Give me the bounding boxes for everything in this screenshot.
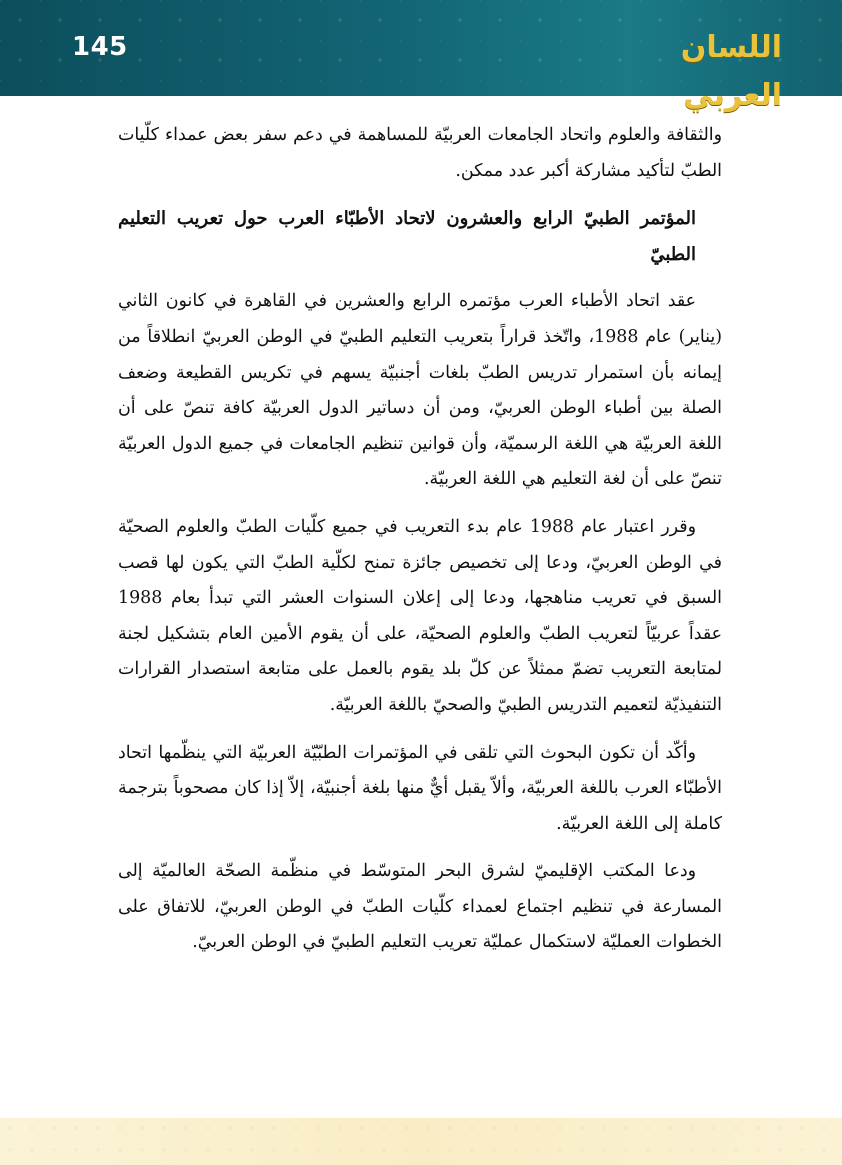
body-paragraph-1: عقد اتحاد الأطباء العرب مؤتمره الرابع والعشرين في القاهرة في كانون الثاني (يناير) عام 1988، واتّخذ قراراً بتعريب التعليم الطبيّ في الوطن العربيّ انطلاقاً من إيمانه بأن استمرار تدريس الطبّ بلغات أجنبيّة يسهم في تكريس القطيعة وضعف الصلة بين أطباء الوطن العربيّ، ومن أن دساتير الدول العربيّة كافة تنصّ على أن اللغة العربيّة هي اللغة الرسميّة، وأن قوانين تنظيم الجامعات في جميع الدول العربيّة تنصّ على أن لغة التعليم هي اللغة العربيّة. bbox=[118, 291, 723, 490]
journal-logo: اللسان العربي bbox=[680, 30, 782, 113]
page-body bbox=[118, 118, 722, 973]
body-paragraph-3: وأكّد أن تكون البحوث التي تلقى في المؤتمرات الطبّيّة العربيّة التي ينظّمها اتحاد الأطبّاء العرب باللغة العربيّة، وألاّ يقبل أيٌّ منها بلغة أجنبيّة، إلاّ إذا كان مصحوباً بترجمة كاملة إلى اللغة العربيّة. bbox=[118, 742, 722, 834]
body-paragraph-2: وقرر اعتبار عام 1988 عام بدء التعريب في جميع كلّيات الطبّ والعلوم الصحيّة في الوطن العربيّ، ودعا إلى تخصيص جائزة تمنح لكلّية الطبّ التي يكون لها قصب السبق في تعريب مناهجها، ودعا إلى إعلان السنوات العشر التي تبدأ بعام 1988 عقداً عربيّاً لتعريب الطبّ والعلوم الصحيّة، على أن يقوم الأمين العام بتشكيل لجنة لمتابعة التعريب تضمّ ممثلاً عن كلّ بلد يقوم بالعمل على متابعة استصدار القرارات التنفيذيّة لتعميم التدريس الطبيّ والصحيّ باللغة العربيّة. bbox=[118, 516, 722, 715]
page-footer bbox=[0, 1118, 842, 1165]
body-paragraph-4: ودعا المكتب الإقليميّ لشرق البحر المتوسّط في منظّمة الصحّة العالميّة إلى المسارعة في تنظيم اجتماع لعمداء كلّيات الطبّ في الوطن العربيّ، للاتفاق على الخطوات العمليّة لاستكمال عمليّة تعريب التعليم الطبيّ في الوطن العربيّ. bbox=[118, 861, 722, 953]
intro-paragraph: والثقافة والعلوم واتحاد الجامعات العربيّة للمساهمة في دعم سفر بعض عمداء كلّيات الطبّ لتأكيد مشاركة أكبر عدد ممكن. bbox=[118, 125, 722, 181]
page-header bbox=[0, 0, 842, 113]
page-number: 145 bbox=[72, 32, 128, 62]
section-heading: المؤتمر الطبيّ الرابع والعشرون لاتحاد الأطبّاء العرب حول تعريب التعليم الطبيّ bbox=[118, 208, 696, 265]
footer-pattern bbox=[0, 1118, 842, 1165]
